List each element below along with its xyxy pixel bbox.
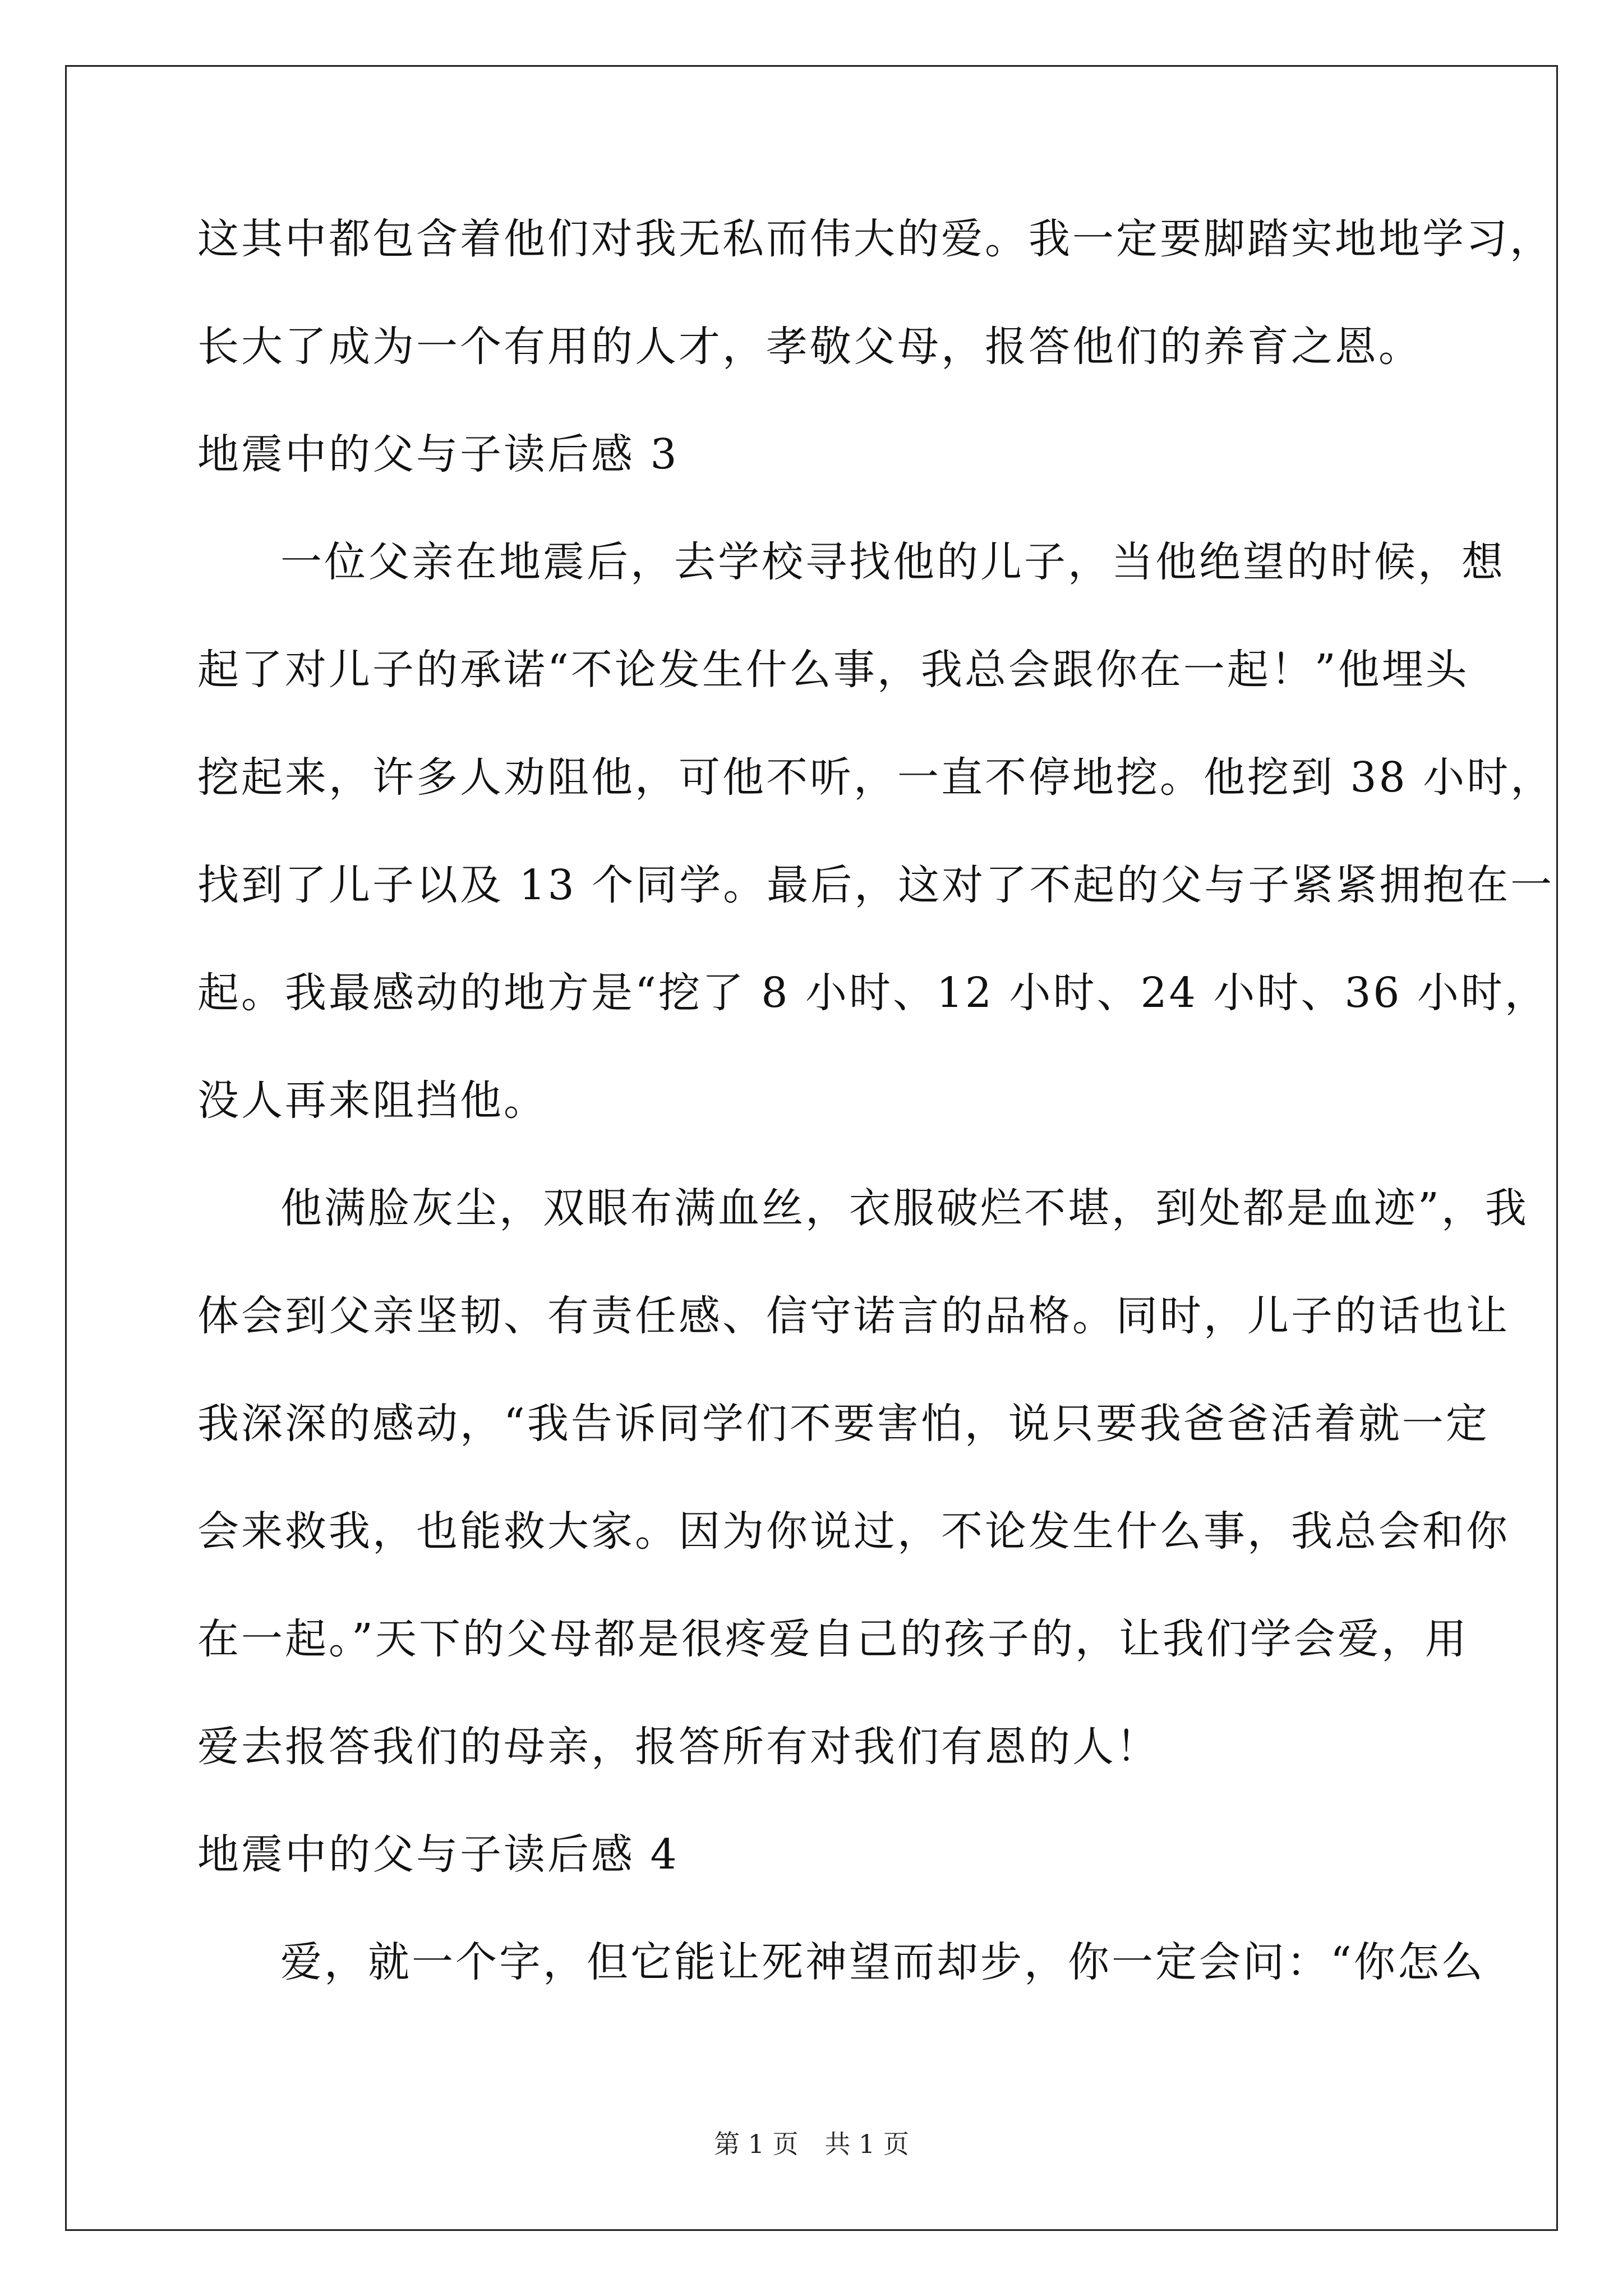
page-border xyxy=(65,65,1558,2231)
text-line: 他满脸灰尘，双眼布满血丝，衣服破烂不堪，到处都是血迹”，我 xyxy=(280,1184,1529,1232)
text-line: 爱，就一个字，但它能让死神望而却步，你一定会问：“你怎么 xyxy=(280,1938,1485,1986)
text-line: 我深深的感动，“我告诉同学们不要害怕，说只要我爸爸活着就一定 xyxy=(197,1400,1490,1448)
text-line: 会来救我，也能救大家。因为你说过，不论发生什么事，我总会和你 xyxy=(197,1507,1510,1556)
page-footer xyxy=(0,2127,1623,2161)
text-line: 这其中都包含着他们对我无私而伟大的爱。我一定要脚踏实地地学习， xyxy=(197,215,1553,263)
text-line: 体会到父亲坚韧、有责任感、信守诺言的品格。同时，儿子的话也让 xyxy=(197,1292,1510,1340)
page-total: 共 1 页 xyxy=(824,2129,909,2159)
text-line: 长大了成为一个有用的人才，孝敬父母，报答他们的养育之恩。 xyxy=(197,323,1422,371)
section-heading: 地震中的父与子读后感 4 xyxy=(197,1830,679,1879)
page-number: 第 1 页 xyxy=(714,2129,799,2159)
text-line: 找到了儿子以及 13 个同学。最后，这对了不起的父与子紧紧拥抱在一 xyxy=(197,861,1555,909)
section-heading: 地震中的父与子读后感 3 xyxy=(197,430,679,478)
text-line: 挖起来，许多人劝阻他，可他不听，一直不停地挖。他挖到 38 小时， xyxy=(197,753,1555,802)
text-line: 起了对儿子的承诺“不论发生什么事，我总会跟你在一起！”他埋头 xyxy=(197,646,1469,694)
text-line: 爱去报答我们的母亲，报答所有对我们有恩的人！ xyxy=(197,1723,1160,1771)
text-line: 一位父亲在地震后，去学校寻找他的儿子，当他绝望的时候，想 xyxy=(280,538,1505,586)
text-line: 没人再来阻挡他。 xyxy=(197,1076,547,1125)
text-line: 在一起。”天下的父母都是很疼爱自己的孩子的，让我们学会爱，用 xyxy=(197,1615,1469,1663)
text-line: 起。我最感动的地方是“挖了 8 小时、12 小时、24 小时、36 小时， xyxy=(197,969,1549,1017)
